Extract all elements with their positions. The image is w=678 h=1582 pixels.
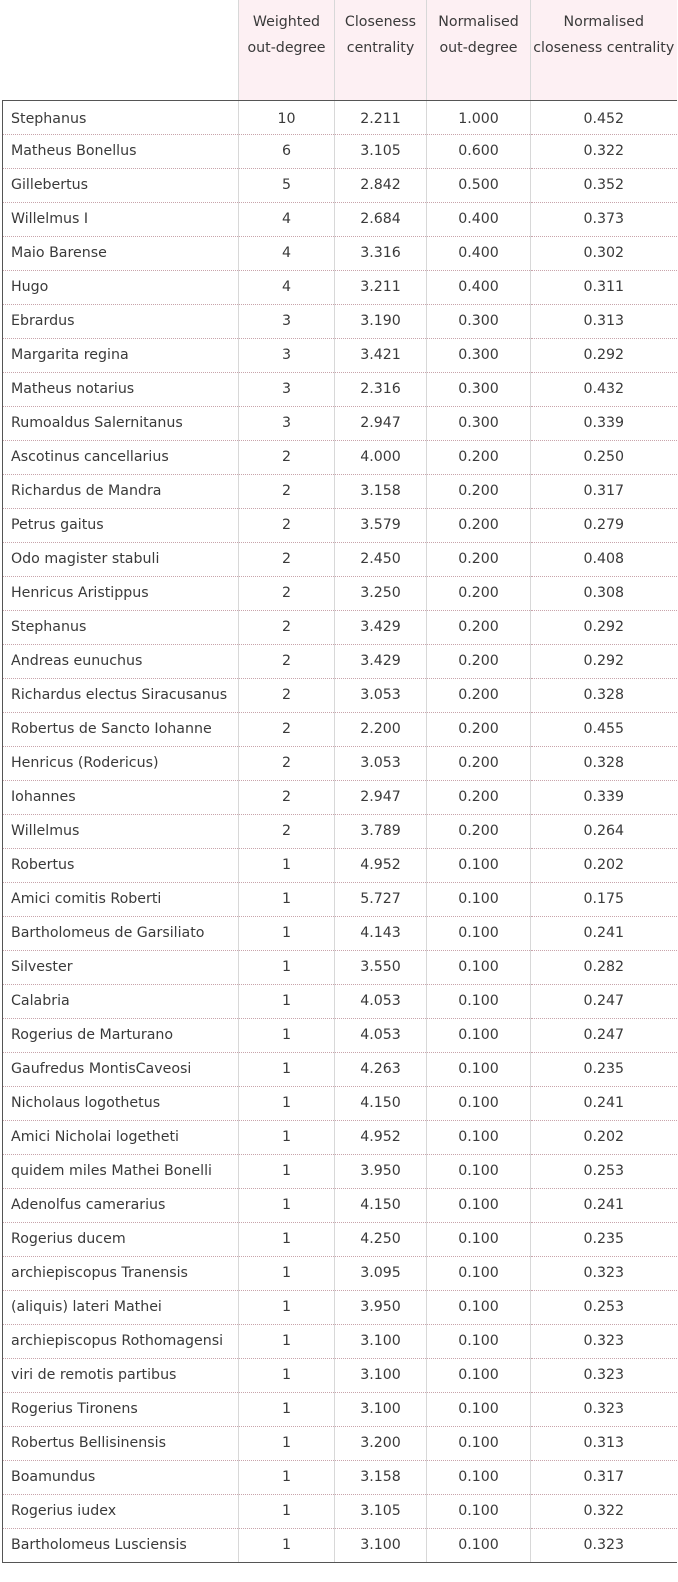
name-cell: Richardus electus Siracusanus (3, 678, 239, 712)
closeness-centrality-cell: 3.550 (335, 950, 427, 984)
closeness-centrality-cell: 3.950 (335, 1290, 427, 1324)
normalised-out-degree-cell: 0.200 (427, 474, 531, 508)
weighted-out-degree-cell: 1 (239, 1494, 335, 1528)
closeness-centrality-cell: 2.947 (335, 406, 427, 440)
table-row (3, 1528, 677, 1562)
name-cell: Rogerius ducem (3, 1222, 239, 1256)
table-row (3, 1222, 677, 1256)
table-row (3, 746, 677, 780)
normalised-closeness-centrality-cell: 0.313 (531, 1426, 677, 1460)
table-row (3, 780, 677, 814)
table-row (3, 406, 677, 440)
normalised-closeness-centrality-cell: 0.317 (531, 474, 677, 508)
normalised-closeness-centrality-cell: 0.264 (531, 814, 677, 848)
normalised-out-degree-cell: 0.400 (427, 270, 531, 304)
weighted-out-degree-cell: 1 (239, 1188, 335, 1222)
table-body (3, 100, 677, 1562)
normalised-out-degree-cell: 0.100 (427, 1324, 531, 1358)
table-row (3, 1052, 677, 1086)
weighted-out-degree-cell: 2 (239, 678, 335, 712)
header-normalised-out-degree: Normalised out-degree (427, 0, 531, 100)
header-row (3, 0, 677, 100)
normalised-out-degree-cell: 0.200 (427, 678, 531, 712)
normalised-closeness-centrality-cell: 0.339 (531, 780, 677, 814)
closeness-centrality-cell: 3.105 (335, 134, 427, 168)
name-cell: Stephanus (3, 610, 239, 644)
normalised-out-degree-cell: 0.200 (427, 644, 531, 678)
table-row (3, 1086, 677, 1120)
normalised-closeness-centrality-cell: 0.175 (531, 882, 677, 916)
name-cell: Petrus gaitus (3, 508, 239, 542)
closeness-centrality-cell: 3.200 (335, 1426, 427, 1460)
normalised-closeness-centrality-cell: 0.328 (531, 746, 677, 780)
weighted-out-degree-cell: 1 (239, 916, 335, 950)
normalised-closeness-centrality-cell: 0.241 (531, 1188, 677, 1222)
normalised-closeness-centrality-cell: 0.253 (531, 1290, 677, 1324)
name-cell: Rumoaldus Salernitanus (3, 406, 239, 440)
name-cell: Rogerius Tironens (3, 1392, 239, 1426)
normalised-closeness-centrality-cell: 0.241 (531, 1086, 677, 1120)
normalised-out-degree-cell: 0.600 (427, 134, 531, 168)
normalised-out-degree-cell: 0.100 (427, 984, 531, 1018)
name-cell: quidem miles Mathei Bonelli (3, 1154, 239, 1188)
normalised-closeness-centrality-cell: 0.311 (531, 270, 677, 304)
normalised-out-degree-cell: 0.300 (427, 338, 531, 372)
header-closeness-centrality: Closeness centrality (335, 0, 427, 100)
closeness-centrality-cell: 3.950 (335, 1154, 427, 1188)
weighted-out-degree-cell: 1 (239, 1086, 335, 1120)
closeness-centrality-cell: 4.053 (335, 1018, 427, 1052)
header-name-column (3, 0, 239, 100)
normalised-closeness-centrality-cell: 0.250 (531, 440, 677, 474)
table-row (3, 1290, 677, 1324)
weighted-out-degree-cell: 1 (239, 1460, 335, 1494)
normalised-closeness-centrality-cell: 0.282 (531, 950, 677, 984)
name-cell: Amici comitis Roberti (3, 882, 239, 916)
normalised-out-degree-cell: 0.100 (427, 1358, 531, 1392)
name-cell: Amici Nicholai logetheti (3, 1120, 239, 1154)
normalised-out-degree-cell: 0.100 (427, 1494, 531, 1528)
closeness-centrality-cell: 3.100 (335, 1324, 427, 1358)
name-cell: Ebrardus (3, 304, 239, 338)
closeness-centrality-cell: 2.947 (335, 780, 427, 814)
weighted-out-degree-cell: 2 (239, 576, 335, 610)
name-cell: Margarita regina (3, 338, 239, 372)
table-row (3, 678, 677, 712)
closeness-centrality-cell: 4.263 (335, 1052, 427, 1086)
table-row (3, 1426, 677, 1460)
closeness-centrality-cell: 3.429 (335, 644, 427, 678)
normalised-out-degree-cell: 0.200 (427, 712, 531, 746)
closeness-centrality-cell: 3.095 (335, 1256, 427, 1290)
normalised-closeness-centrality-cell: 0.432 (531, 372, 677, 406)
closeness-centrality-cell: 4.952 (335, 848, 427, 882)
table-row (3, 440, 677, 474)
weighted-out-degree-cell: 4 (239, 202, 335, 236)
weighted-out-degree-cell: 2 (239, 542, 335, 576)
weighted-out-degree-cell: 1 (239, 1324, 335, 1358)
normalised-out-degree-cell: 0.100 (427, 1392, 531, 1426)
closeness-centrality-cell: 2.842 (335, 168, 427, 202)
name-cell: archiepiscopus Tranensis (3, 1256, 239, 1290)
weighted-out-degree-cell: 4 (239, 236, 335, 270)
name-cell: Willelmus (3, 814, 239, 848)
table-row (3, 1120, 677, 1154)
table-row (3, 1324, 677, 1358)
weighted-out-degree-cell: 4 (239, 270, 335, 304)
weighted-out-degree-cell: 3 (239, 338, 335, 372)
name-cell: Bartholomeus de Garsiliato (3, 916, 239, 950)
name-cell: (aliquis) lateri Mathei (3, 1290, 239, 1324)
weighted-out-degree-cell: 2 (239, 440, 335, 474)
closeness-centrality-cell: 4.150 (335, 1086, 427, 1120)
weighted-out-degree-cell: 1 (239, 1256, 335, 1290)
normalised-closeness-centrality-cell: 0.352 (531, 168, 677, 202)
name-cell: archiepiscopus Rothomagensi (3, 1324, 239, 1358)
normalised-out-degree-cell: 0.100 (427, 1256, 531, 1290)
name-cell: Robertus (3, 848, 239, 882)
normalised-closeness-centrality-cell: 0.455 (531, 712, 677, 746)
weighted-out-degree-cell: 1 (239, 1120, 335, 1154)
weighted-out-degree-cell: 2 (239, 814, 335, 848)
table-header (3, 0, 677, 100)
normalised-out-degree-cell: 0.300 (427, 304, 531, 338)
normalised-closeness-centrality-cell: 0.323 (531, 1392, 677, 1426)
weighted-out-degree-cell: 1 (239, 1358, 335, 1392)
name-cell: Iohannes (3, 780, 239, 814)
normalised-closeness-centrality-cell: 0.202 (531, 848, 677, 882)
weighted-out-degree-cell: 1 (239, 1528, 335, 1562)
table-row (3, 1154, 677, 1188)
normalised-out-degree-cell: 0.100 (427, 848, 531, 882)
normalised-closeness-centrality-cell: 0.279 (531, 508, 677, 542)
weighted-out-degree-cell: 3 (239, 406, 335, 440)
normalised-closeness-centrality-cell: 0.323 (531, 1358, 677, 1392)
table-row (3, 814, 677, 848)
table-row (3, 950, 677, 984)
weighted-out-degree-cell: 3 (239, 304, 335, 338)
name-cell: Henricus Aristippus (3, 576, 239, 610)
weighted-out-degree-cell: 1 (239, 848, 335, 882)
normalised-out-degree-cell: 0.200 (427, 508, 531, 542)
normalised-closeness-centrality-cell: 0.302 (531, 236, 677, 270)
normalised-out-degree-cell: 0.200 (427, 746, 531, 780)
normalised-out-degree-cell: 0.200 (427, 440, 531, 474)
normalised-out-degree-cell: 0.100 (427, 1120, 531, 1154)
normalised-closeness-centrality-cell: 0.323 (531, 1324, 677, 1358)
table-row (3, 1494, 677, 1528)
header-weighted-out-degree: Weighted out-degree (239, 0, 335, 100)
normalised-closeness-centrality-cell: 0.235 (531, 1222, 677, 1256)
normalised-out-degree-cell: 0.100 (427, 1154, 531, 1188)
name-cell: Robertus de Sancto Iohanne (3, 712, 239, 746)
normalised-out-degree-cell: 0.200 (427, 610, 531, 644)
normalised-closeness-centrality-cell: 0.253 (531, 1154, 677, 1188)
weighted-out-degree-cell: 5 (239, 168, 335, 202)
name-cell: Hugo (3, 270, 239, 304)
normalised-closeness-centrality-cell: 0.373 (531, 202, 677, 236)
closeness-centrality-cell: 3.158 (335, 474, 427, 508)
closeness-centrality-cell: 3.158 (335, 1460, 427, 1494)
closeness-centrality-cell: 2.450 (335, 542, 427, 576)
normalised-closeness-centrality-cell: 0.322 (531, 1494, 677, 1528)
table-row (3, 916, 677, 950)
normalised-out-degree-cell: 0.300 (427, 372, 531, 406)
normalised-out-degree-cell: 0.100 (427, 1290, 531, 1324)
name-cell: Henricus (Rodericus) (3, 746, 239, 780)
name-cell: Willelmus I (3, 202, 239, 236)
normalised-closeness-centrality-cell: 0.292 (531, 610, 677, 644)
table-row (3, 474, 677, 508)
weighted-out-degree-cell: 2 (239, 610, 335, 644)
closeness-centrality-cell: 4.150 (335, 1188, 427, 1222)
table-row (3, 882, 677, 916)
weighted-out-degree-cell: 2 (239, 780, 335, 814)
normalised-closeness-centrality-cell: 0.292 (531, 338, 677, 372)
weighted-out-degree-cell: 1 (239, 1392, 335, 1426)
weighted-out-degree-cell: 1 (239, 984, 335, 1018)
weighted-out-degree-cell: 2 (239, 712, 335, 746)
table-row (3, 576, 677, 610)
name-cell: Ascotinus cancellarius (3, 440, 239, 474)
table-row (3, 236, 677, 270)
normalised-out-degree-cell: 0.100 (427, 1426, 531, 1460)
table-row (3, 1256, 677, 1290)
table-row (3, 134, 677, 168)
table-row (3, 338, 677, 372)
closeness-centrality-cell: 4.250 (335, 1222, 427, 1256)
normalised-closeness-centrality-cell: 0.292 (531, 644, 677, 678)
name-cell: Matheus notarius (3, 372, 239, 406)
normalised-out-degree-cell: 0.100 (427, 882, 531, 916)
closeness-centrality-cell: 3.250 (335, 576, 427, 610)
normalised-out-degree-cell: 0.100 (427, 1086, 531, 1120)
name-cell: Robertus Bellisinensis (3, 1426, 239, 1460)
normalised-out-degree-cell: 0.100 (427, 1188, 531, 1222)
normalised-out-degree-cell: 0.100 (427, 950, 531, 984)
normalised-out-degree-cell: 0.200 (427, 542, 531, 576)
normalised-closeness-centrality-cell: 0.452 (531, 100, 677, 134)
name-cell: viri de remotis partibus (3, 1358, 239, 1392)
closeness-centrality-cell: 3.211 (335, 270, 427, 304)
normalised-closeness-centrality-cell: 0.247 (531, 984, 677, 1018)
name-cell: Rogerius iudex (3, 1494, 239, 1528)
normalised-closeness-centrality-cell: 0.323 (531, 1256, 677, 1290)
normalised-out-degree-cell: 0.400 (427, 202, 531, 236)
name-cell: Richardus de Mandra (3, 474, 239, 508)
table-row (3, 202, 677, 236)
closeness-centrality-cell: 3.100 (335, 1358, 427, 1392)
name-cell: Matheus Bonellus (3, 134, 239, 168)
weighted-out-degree-cell: 3 (239, 372, 335, 406)
table-row (3, 610, 677, 644)
name-cell: Nicholaus logothetus (3, 1086, 239, 1120)
table-row (3, 1018, 677, 1052)
table-row (3, 848, 677, 882)
weighted-out-degree-cell: 1 (239, 1154, 335, 1188)
normalised-out-degree-cell: 0.100 (427, 1018, 531, 1052)
normalised-out-degree-cell: 1.000 (427, 100, 531, 134)
normalised-out-degree-cell: 0.300 (427, 406, 531, 440)
weighted-out-degree-cell: 1 (239, 1222, 335, 1256)
weighted-out-degree-cell: 6 (239, 134, 335, 168)
normalised-closeness-centrality-cell: 0.247 (531, 1018, 677, 1052)
table-row (3, 270, 677, 304)
closeness-centrality-cell: 2.211 (335, 100, 427, 134)
weighted-out-degree-cell: 2 (239, 746, 335, 780)
weighted-out-degree-cell: 2 (239, 508, 335, 542)
weighted-out-degree-cell: 2 (239, 474, 335, 508)
normalised-closeness-centrality-cell: 0.328 (531, 678, 677, 712)
closeness-centrality-cell: 2.684 (335, 202, 427, 236)
normalised-out-degree-cell: 0.200 (427, 780, 531, 814)
closeness-centrality-cell: 3.579 (335, 508, 427, 542)
centrality-table (2, 0, 677, 1563)
normalised-out-degree-cell: 0.100 (427, 1052, 531, 1086)
table-row (3, 508, 677, 542)
closeness-centrality-cell: 3.053 (335, 678, 427, 712)
closeness-centrality-cell: 3.421 (335, 338, 427, 372)
closeness-centrality-cell: 2.316 (335, 372, 427, 406)
normalised-closeness-centrality-cell: 0.235 (531, 1052, 677, 1086)
name-cell: Calabria (3, 984, 239, 1018)
closeness-centrality-cell: 3.429 (335, 610, 427, 644)
normalised-closeness-centrality-cell: 0.202 (531, 1120, 677, 1154)
weighted-out-degree-cell: 1 (239, 1426, 335, 1460)
weighted-out-degree-cell: 10 (239, 100, 335, 134)
normalised-closeness-centrality-cell: 0.323 (531, 1528, 677, 1562)
closeness-centrality-cell: 3.105 (335, 1494, 427, 1528)
name-cell: Odo magister stabuli (3, 542, 239, 576)
normalised-closeness-centrality-cell: 0.408 (531, 542, 677, 576)
name-cell: Maio Barense (3, 236, 239, 270)
weighted-out-degree-cell: 1 (239, 1052, 335, 1086)
normalised-closeness-centrality-cell: 0.313 (531, 304, 677, 338)
normalised-out-degree-cell: 0.200 (427, 814, 531, 848)
closeness-centrality-cell: 3.190 (335, 304, 427, 338)
normalised-out-degree-cell: 0.200 (427, 576, 531, 610)
normalised-closeness-centrality-cell: 0.241 (531, 916, 677, 950)
name-cell: Gillebertus (3, 168, 239, 202)
closeness-centrality-cell: 4.143 (335, 916, 427, 950)
weighted-out-degree-cell: 1 (239, 882, 335, 916)
table-row (3, 712, 677, 746)
table-row (3, 1358, 677, 1392)
closeness-centrality-cell: 3.100 (335, 1528, 427, 1562)
table-row (3, 304, 677, 338)
normalised-closeness-centrality-cell: 0.339 (531, 406, 677, 440)
table-row (3, 372, 677, 406)
name-cell: Bartholomeus Lusciensis (3, 1528, 239, 1562)
name-cell: Adenolfus camerarius (3, 1188, 239, 1222)
table-row (3, 168, 677, 202)
closeness-centrality-cell: 4.053 (335, 984, 427, 1018)
weighted-out-degree-cell: 1 (239, 1290, 335, 1324)
normalised-closeness-centrality-cell: 0.317 (531, 1460, 677, 1494)
table-row (3, 1188, 677, 1222)
table-row (3, 644, 677, 678)
closeness-centrality-cell: 4.952 (335, 1120, 427, 1154)
closeness-centrality-cell: 5.727 (335, 882, 427, 916)
closeness-centrality-cell: 3.316 (335, 236, 427, 270)
weighted-out-degree-cell: 2 (239, 644, 335, 678)
table-row (3, 984, 677, 1018)
normalised-out-degree-cell: 0.100 (427, 1222, 531, 1256)
name-cell: Boamundus (3, 1460, 239, 1494)
normalised-out-degree-cell: 0.400 (427, 236, 531, 270)
closeness-centrality-cell: 3.100 (335, 1392, 427, 1426)
normalised-closeness-centrality-cell: 0.308 (531, 576, 677, 610)
normalised-out-degree-cell: 0.100 (427, 916, 531, 950)
closeness-centrality-cell: 4.000 (335, 440, 427, 474)
name-cell: Stephanus (3, 100, 239, 134)
normalised-out-degree-cell: 0.500 (427, 168, 531, 202)
normalised-closeness-centrality-cell: 0.322 (531, 134, 677, 168)
weighted-out-degree-cell: 1 (239, 1018, 335, 1052)
table-row (3, 1392, 677, 1426)
name-cell: Gaufredus MontisCaveosi (3, 1052, 239, 1086)
weighted-out-degree-cell: 1 (239, 950, 335, 984)
normalised-out-degree-cell: 0.100 (427, 1528, 531, 1562)
table-row (3, 1460, 677, 1494)
name-cell: Rogerius de Marturano (3, 1018, 239, 1052)
name-cell: Andreas eunuchus (3, 644, 239, 678)
closeness-centrality-cell: 3.789 (335, 814, 427, 848)
name-cell: Silvester (3, 950, 239, 984)
normalised-out-degree-cell: 0.100 (427, 1460, 531, 1494)
table-row (3, 100, 677, 134)
table-row (3, 542, 677, 576)
closeness-centrality-cell: 3.053 (335, 746, 427, 780)
header-normalised-closeness-centrality: Normalised closeness centrality (531, 0, 677, 100)
closeness-centrality-cell: 2.200 (335, 712, 427, 746)
